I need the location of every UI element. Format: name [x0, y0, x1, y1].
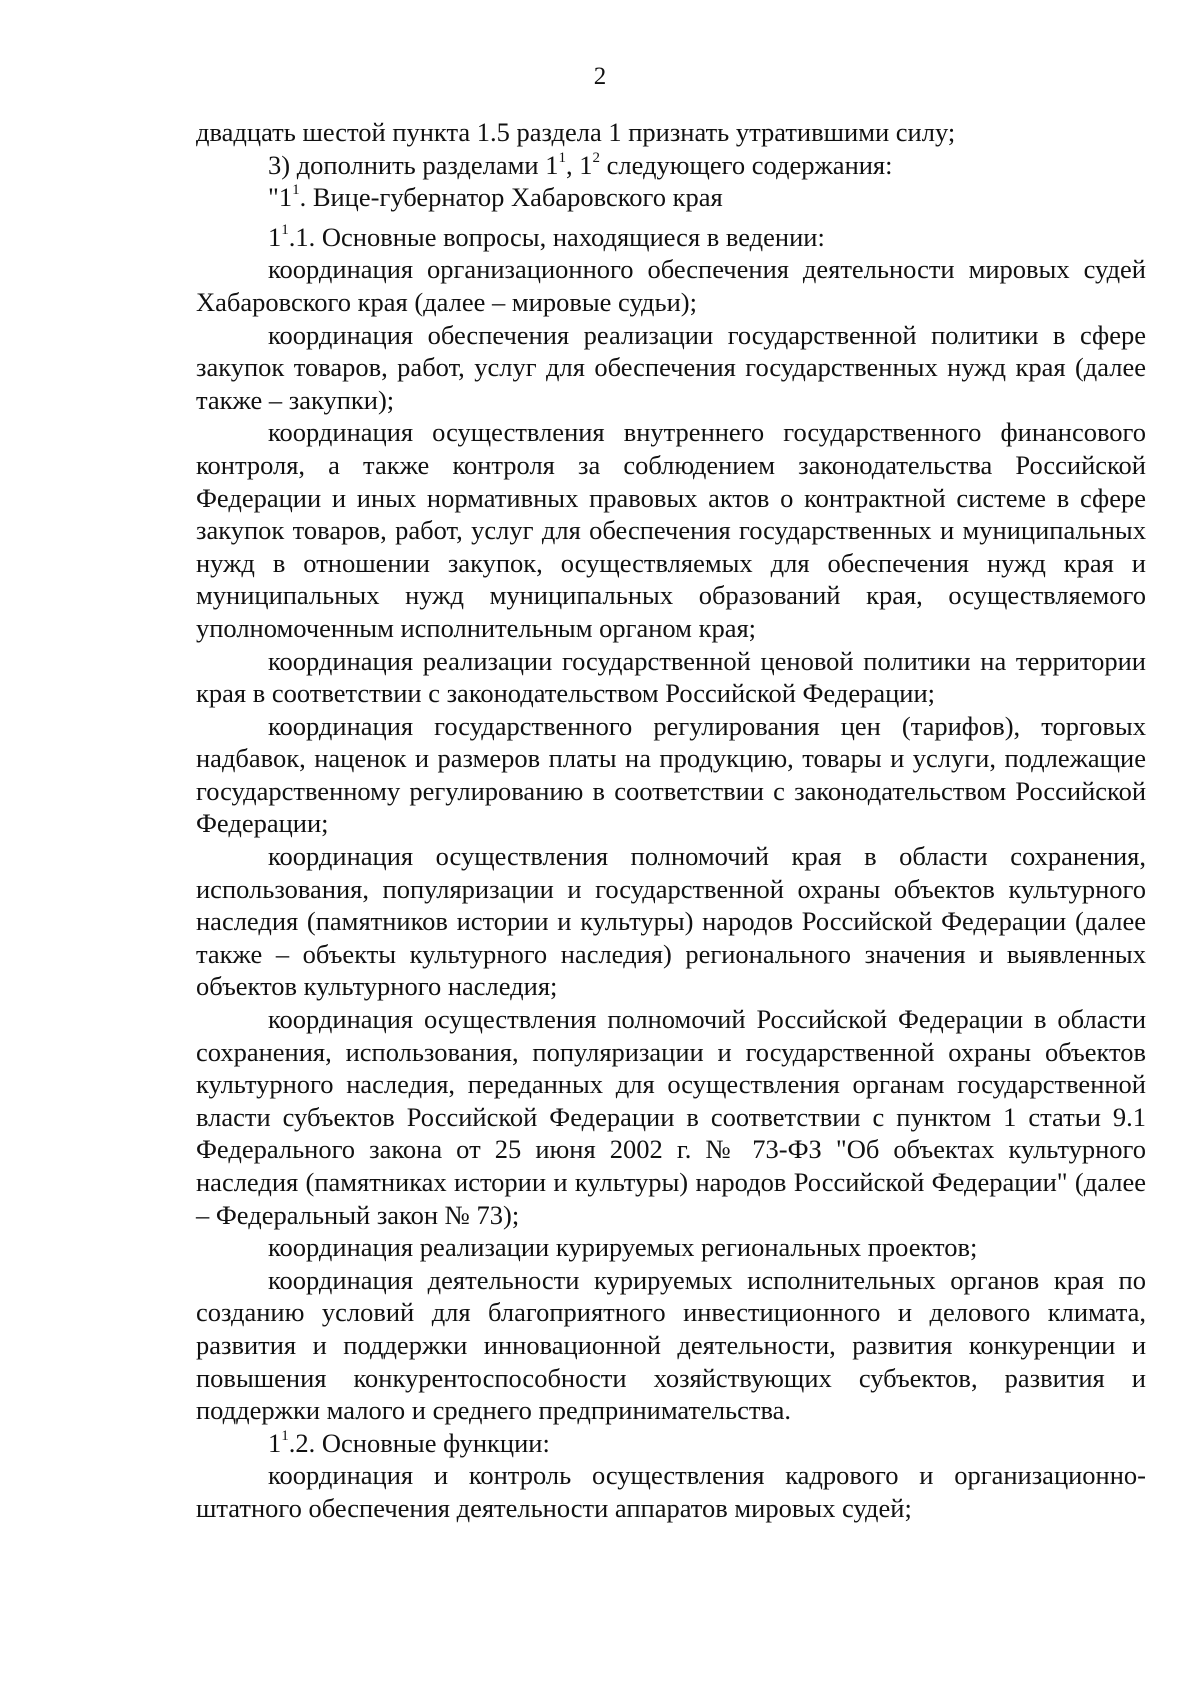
text-run: "1 — [268, 182, 293, 213]
superscript: 1 — [281, 221, 289, 238]
paragraph-p13 — [196, 1264, 1146, 1427]
text-run: следующего содержания: — [599, 149, 893, 180]
text-run: двадцать шестой пункта 1.5 раздела 1 признать утратившими силу; — [196, 117, 956, 147]
text-run: координация и контроль осуществления кадрового и организационно-штатного обеспечения деятельности аппаратов мировых судей; — [196, 1460, 1146, 1523]
text-run: координация государственного регулирования цен (тарифов), торговых надбавок, наценок и размеров платы на продукцию, товары и услуги, подлежащие государственному регулированию в соответствии с законодательством Российской Федерации; — [196, 710, 1146, 839]
text-run: координация осуществления полномочий Российской Федерации в области сохранения, использования, популяризации и государственной охраны объектов культурного наследия, переданных для осуществления органам государственной власти субъектов Российской Федерации в соответствии с пунктом 1 статьи 9.1 Федерального закона от 25 июня 2002 г. № 73-ФЗ "Об объектах культурного наследия (памятниках истории и культуры) народов Российской Федерации" (далее – Федеральный закон № 73); — [196, 1004, 1146, 1230]
paragraph-p09 — [196, 710, 1146, 840]
paragraph-p03 — [196, 181, 1146, 214]
superscript: 1 — [558, 149, 566, 166]
superscript: 2 — [592, 149, 600, 166]
text-run: 1 — [268, 221, 282, 252]
paragraph-p14 — [196, 1427, 1146, 1460]
paragraph-p12 — [196, 1231, 1146, 1264]
document-body — [196, 116, 1146, 1525]
text-run: координация реализации курируемых региональных проектов; — [268, 1232, 978, 1263]
superscript: 1 — [292, 182, 300, 199]
text-run: .2. Основные функции: — [288, 1427, 550, 1458]
text-run: 3) дополнить разделами 1 — [268, 149, 559, 180]
paragraph-p06 — [196, 319, 1146, 417]
paragraph-p02 — [196, 149, 1146, 182]
paragraph-p11 — [196, 1003, 1146, 1231]
paragraph-p08 — [196, 645, 1146, 710]
text-run: .1. Основные вопросы, находящиеся в ведении: — [288, 221, 825, 252]
text-run: , 1 — [565, 149, 593, 180]
paragraph-p04 — [196, 221, 1146, 254]
text-run: координация осуществления полномочий края в области сохранения, использования, популяризации и государственной охраны объектов культурного наследия (памятников истории и культуры) народов Российской Федерации (далее также – объекты культурного наследия) регионального значения и выявленных объектов культурного наследия; — [196, 841, 1146, 1002]
text-run: координация деятельности курируемых исполнительных органов края по созданию условий для благоприятного инвестиционного и делового климата, развития и поддержки инновационной деятельности, развития конкуренции и повышения конкурентоспособности хозяйствующих субъектов, развития и поддержки малого и среднего предпринимательства. — [196, 1264, 1146, 1426]
text-run: координация организационного обеспечения деятельности мировых судей Хабаровского края (далее – мировые судьи); — [196, 254, 1146, 317]
paragraph-p05 — [196, 253, 1146, 318]
text-run: 1 — [268, 1427, 282, 1458]
text-run: координация обеспечения реализации государственной политики в сфере закупок товаров, работ, услуг для обеспечения государственных нужд края (далее также – закупки); — [196, 319, 1146, 415]
paragraph-p10 — [196, 840, 1146, 1003]
paragraph-p01 — [196, 116, 1146, 149]
paragraph-p07 — [196, 416, 1146, 644]
page-number: 2 — [593, 63, 607, 90]
text-run: координация осуществления внутреннего государственного финансового контроля, а также контроля за соблюдением законодательства Российской Федерации и иных нормативных правовых актов о контрактной системе в сфере закупок товаров, работ, услуг для обеспечения государственных и муниципальных нужд в отношении закупок, осуществляемых для обеспечения нужд края и муниципальных нужд муниципальных образований края, осуществляемого уполномоченным исполнительным органом края; — [196, 417, 1146, 643]
text-run: . Вице-губернатор Хабаровского края — [299, 182, 723, 213]
text-run: координация реализации государственной ценовой политики на территории края в соответствии с законодательством Российской Федерации; — [196, 645, 1146, 709]
superscript: 1 — [281, 1427, 289, 1444]
paragraph-p15 — [196, 1459, 1146, 1524]
